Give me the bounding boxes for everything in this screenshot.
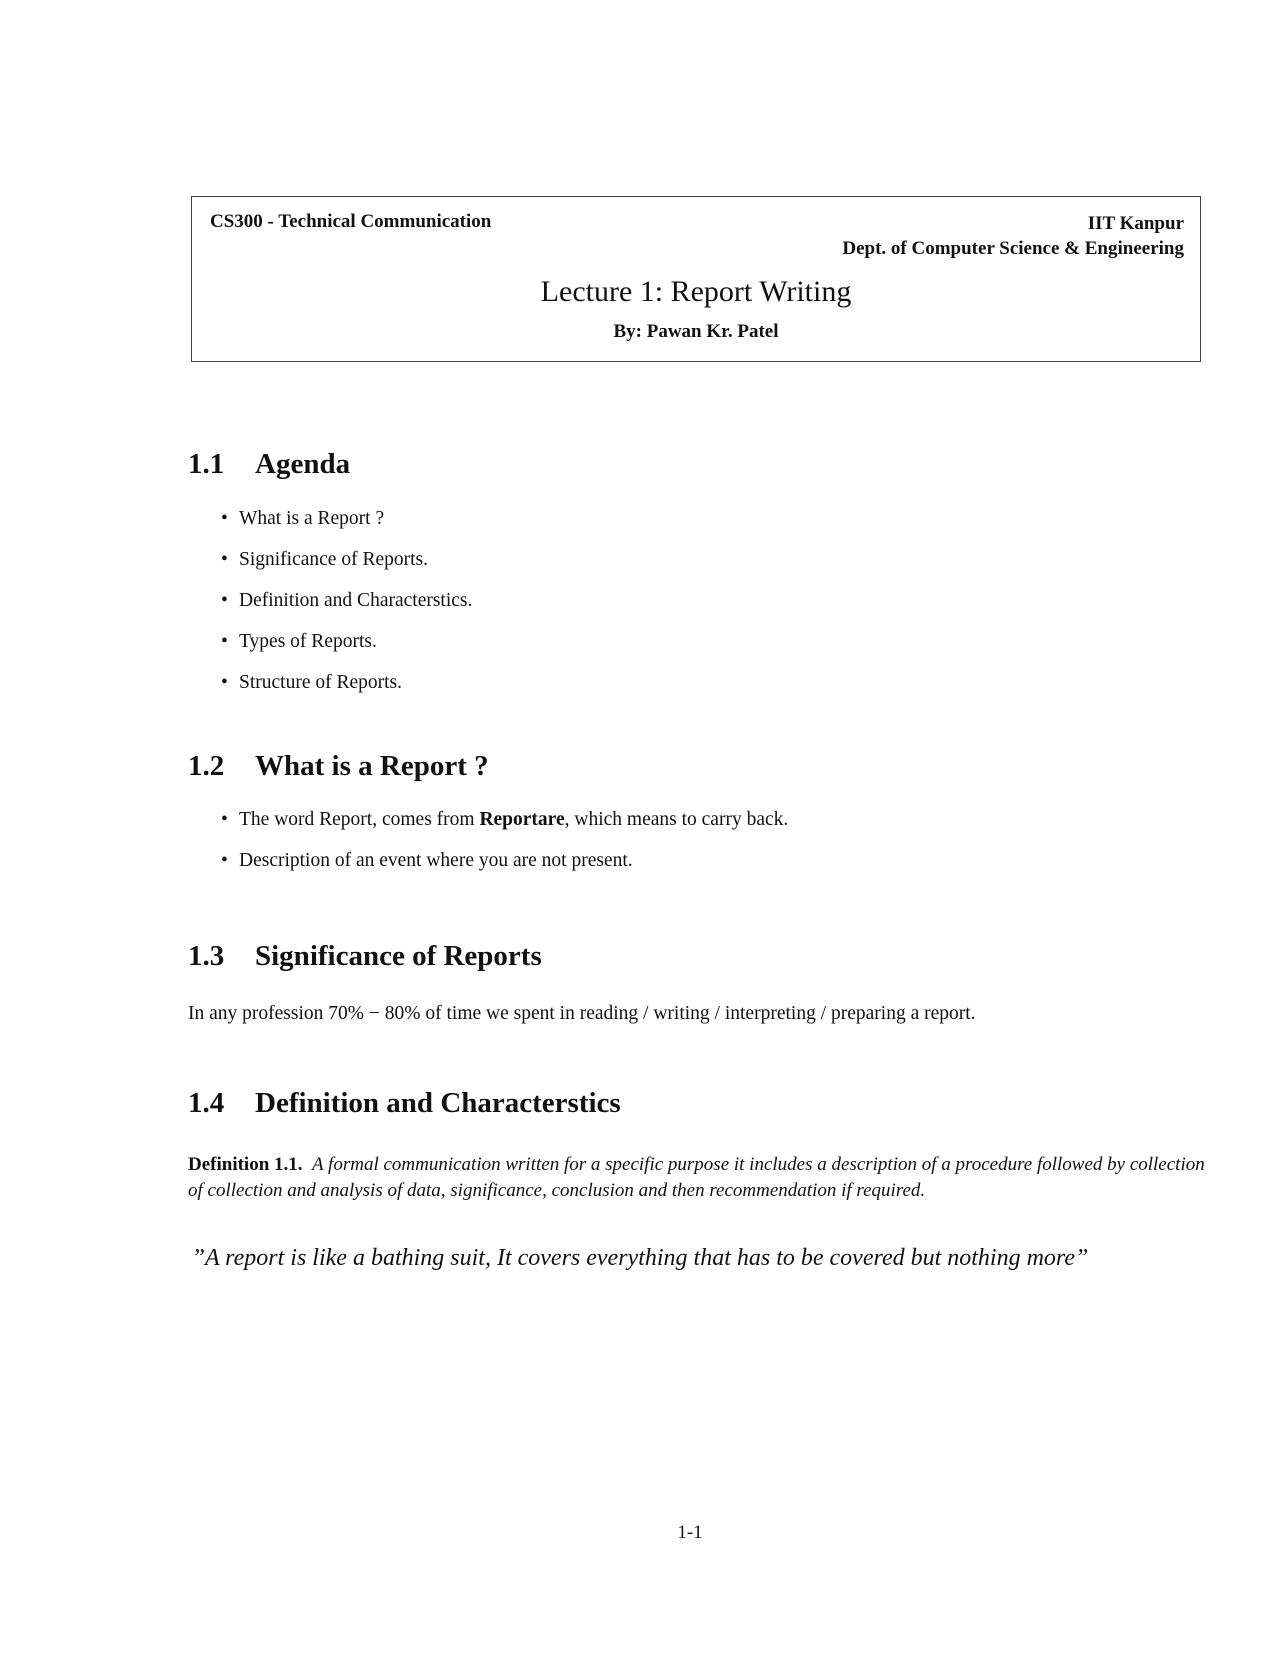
section-heading	[188, 750, 1208, 783]
section-heading	[188, 448, 1208, 481]
department-name: Dept. of Computer Science & Engineering	[842, 238, 1184, 259]
institute-name: IIT Kanpur	[1087, 213, 1184, 234]
list-item: • What is a Report ?	[221, 508, 385, 529]
section-title: Agenda	[255, 448, 351, 480]
section-number: 1.1	[188, 448, 225, 480]
section-definition	[188, 1087, 1208, 1204]
term-reportare: Reportare	[479, 809, 565, 830]
section-heading	[188, 940, 1208, 973]
report-definition-list	[188, 799, 1208, 881]
list-item: • The word Report, comes from Reportare, which means to carry back.	[221, 809, 789, 830]
section-significance	[188, 940, 1208, 1025]
list-item: • Definition and Characterstics.	[221, 590, 473, 611]
lecture-header-box	[191, 196, 1201, 362]
section-what-is-report	[188, 750, 1208, 881]
significance-paragraph: In any profession 70% − 80% of time we spent in reading / writing / interpreting / preparing a report.	[188, 1003, 976, 1024]
section-number: 1.2	[188, 750, 225, 782]
course-name: CS300 - Technical Communication	[210, 211, 492, 232]
lecture-title: Lecture 1: Report Writing	[540, 275, 852, 308]
bathing-suit-quote: ”A report is like a bathing suit, It covers everything that has to be covered but nothing more”	[191, 1245, 1089, 1271]
list-item: • Significance of Reports.	[221, 549, 428, 570]
section-title: Significance of Reports	[255, 940, 542, 972]
section-title: What is a Report ?	[255, 750, 489, 782]
list-item: • Structure of Reports.	[221, 672, 403, 693]
section-agenda	[188, 448, 1208, 703]
definition-block	[188, 1152, 1208, 1204]
list-item: • Description of an event where you are not present.	[221, 850, 633, 871]
page-number: 1-1	[677, 1522, 703, 1543]
section-number: 1.3	[188, 940, 225, 972]
section-title: Definition and Characterstics	[255, 1087, 621, 1119]
definition-text: A formal communication written for a specific purpose it includes a description of a procedure followed by collection of collection and analysis of data, significance, conclusion and then recommendation if required.	[188, 1154, 1205, 1201]
section-heading	[188, 1087, 1208, 1120]
agenda-list	[188, 498, 1208, 703]
lecture-author: By: Pawan Kr. Patel	[613, 321, 779, 342]
section-number: 1.4	[188, 1087, 225, 1119]
institute-block	[842, 211, 1184, 261]
list-item: • Types of Reports.	[221, 631, 377, 652]
definition-label: Definition 1.1.	[188, 1154, 303, 1175]
